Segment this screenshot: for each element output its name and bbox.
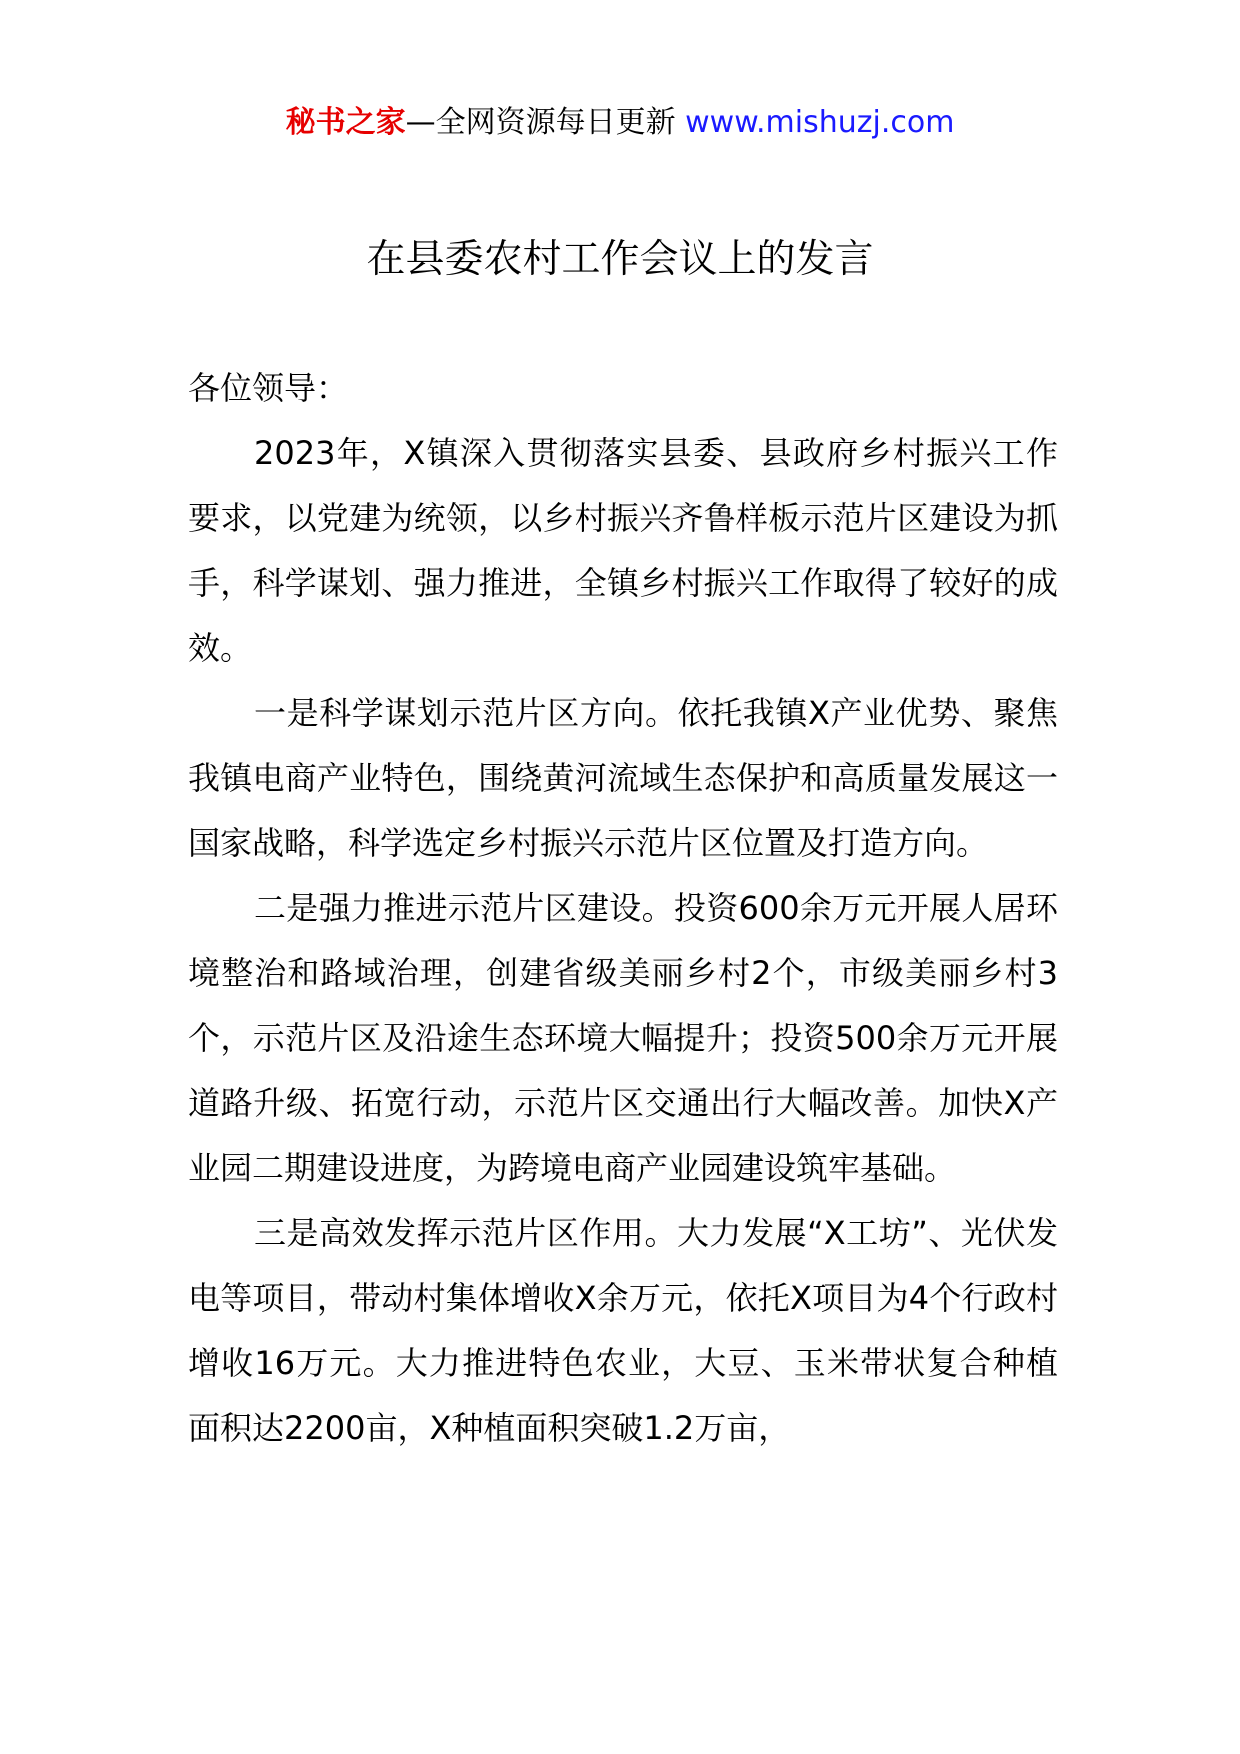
paragraph-point-one: 一是科学谋划示范片区方向。依托我镇X产业优势、聚焦我镇电商产业特色，围绕黄河流域生态保护和高质量发展这一国家战略，科学选定乡村振兴示范片区位置及打造方向。 <box>188 694 1058 862</box>
paragraph-intro: 2023年，X镇深入贯彻落实县委、县政府乡村振兴工作要求，以党建为统领，以乡村振兴齐鲁样板示范片区建设为抓手，科学谋划、强力推进，全镇乡村振兴工作取得了较好的成效。 <box>188 434 1058 667</box>
document-title: 在县委农村工作会议上的发言 <box>366 237 874 282</box>
site-header <box>0 100 1240 146</box>
paragraph-point-two: 二是强力推进示范片区建设。投资600余万元开展人居环境整治和路域治理，创建省级美丽乡村2个，市级美丽乡村3个，示范片区及沿途生态环境大幅提升；投资500余万元开展道路升级、拓宽行动，示范片区交通出行大幅改善。加快X产业园二期建设进度，为跨境电商产业园建设筑牢基础。 <box>188 889 1058 1187</box>
site-url-link[interactable]: www.mishuzj.com <box>685 105 955 140</box>
brand-name: 秘书之家 <box>285 105 406 140</box>
document-body <box>188 356 1058 1461</box>
paragraph-point-three: 三是高效发挥示范片区作用。大力发展“X工坊”、光伏发电等项目，带动村集体增收X余万元，依托X项目为4个行政村增收16万元。大力推进特色农业，大豆、玉米带状复合种植面积达2200亩，X种植面积突破1.2万亩， <box>188 1214 1058 1447</box>
salutation: 各位领导： <box>188 369 349 407</box>
header-tagline: —全网资源每日更新 <box>405 105 676 140</box>
